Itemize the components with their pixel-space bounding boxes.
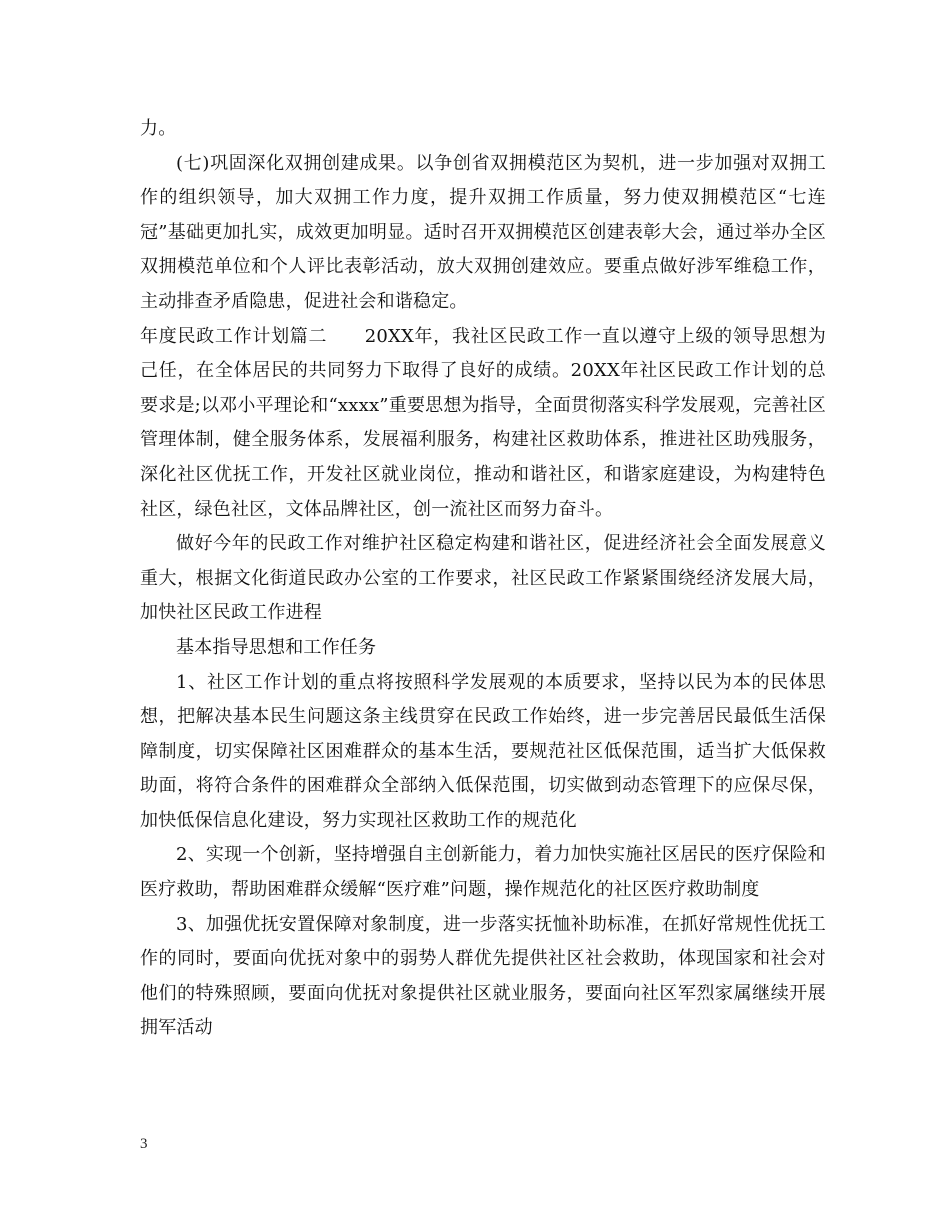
list-item-1: 1、社区工作计划的重点将按照科学发展观的本质要求，坚持以民为本的民体思想，把解决基本民生问题这条主线贯穿在民政工作始终，进一步完善居民最低生活保障制度，切实保障社区困难群众的基本生活，要规范社区低保范围，适当扩大低保救助面，将符合条件的困难群众全部纳入低保范围，切实做到动态管理下的应保尽保，加快低保信息化建设，努力实现社区救助工作的规范化 xyxy=(140,671,826,831)
list-item-3: 3、加强优抚安置保障对象制度，进一步落实抚恤补助标准，在抓好常规性优抚工作的同时，要面向优抚对象中的弱势人群优先提供社区社会救助，体现国家和社会对他们的特殊照顾，要面向优抚对象提供社区就业服务，要面向社区军烈家属继续开展拥军活动 xyxy=(140,913,826,1039)
paragraph-continuation: 力。 xyxy=(140,118,177,139)
list-item-2: 2、实现一个创新，坚持增强自主创新能力，着力加快实施社区居民的医疗保险和医疗救助，帮助困难群众缓解“医疗难”问题，操作规范化的社区医疗救助制度 xyxy=(140,844,826,901)
page-number: 3 xyxy=(140,1136,148,1152)
document-body xyxy=(140,112,826,1046)
section-heading-guiding-ideas: 基本指导思想和工作任务 xyxy=(176,636,377,658)
paragraph-civil-affairs-significance: 做好今年的民政工作对维护社区稳定构建和谐社区，促进经济社会全面发展意义重大，根据文化街道民政办公室的工作要求，社区民政工作紧紧围绕经济发展大局，加快社区民政工作进程 xyxy=(140,533,826,624)
paragraph-double-support: (七)巩固深化双拥创建成果。以争创省双拥模范区为契机，进一步加强对双拥工作的组织领导，加大双拥工作力度，提升双拥工作质量，努力使双拥模范区“七连冠”基础更加扎实，成效更加明显。适时召开双拥模范区创建表彰大会，通过举办全区双拥模范单位和个人评比表彰活动，放大双拥创建效应。要重点做好涉军维稳工作，主动排查矛盾隐患，促进社会和谐稳定。 xyxy=(140,152,826,312)
paragraph-plan-part-two: 年度民政工作计划篇二 20XX年，我社区民政工作一直以遵守上级的领导思想为己任，在全体居民的共同努力下取得了良好的成绩。20XX年社区民政工作计划的总要求是;以邓小平理论和“xxxx”重要思想为指导，全面贯彻落实科学发展观，完善社区管理体制，健全服务体系，发展福利服务，构建社区救助体系，推进社区助残服务，深化社区优抚工作，开发社区就业岗位，推动和谐社区，和谐家庭建设，为构建特色社区，绿色社区，文体品牌社区，创一流社区而努力奋斗。 xyxy=(140,325,826,520)
